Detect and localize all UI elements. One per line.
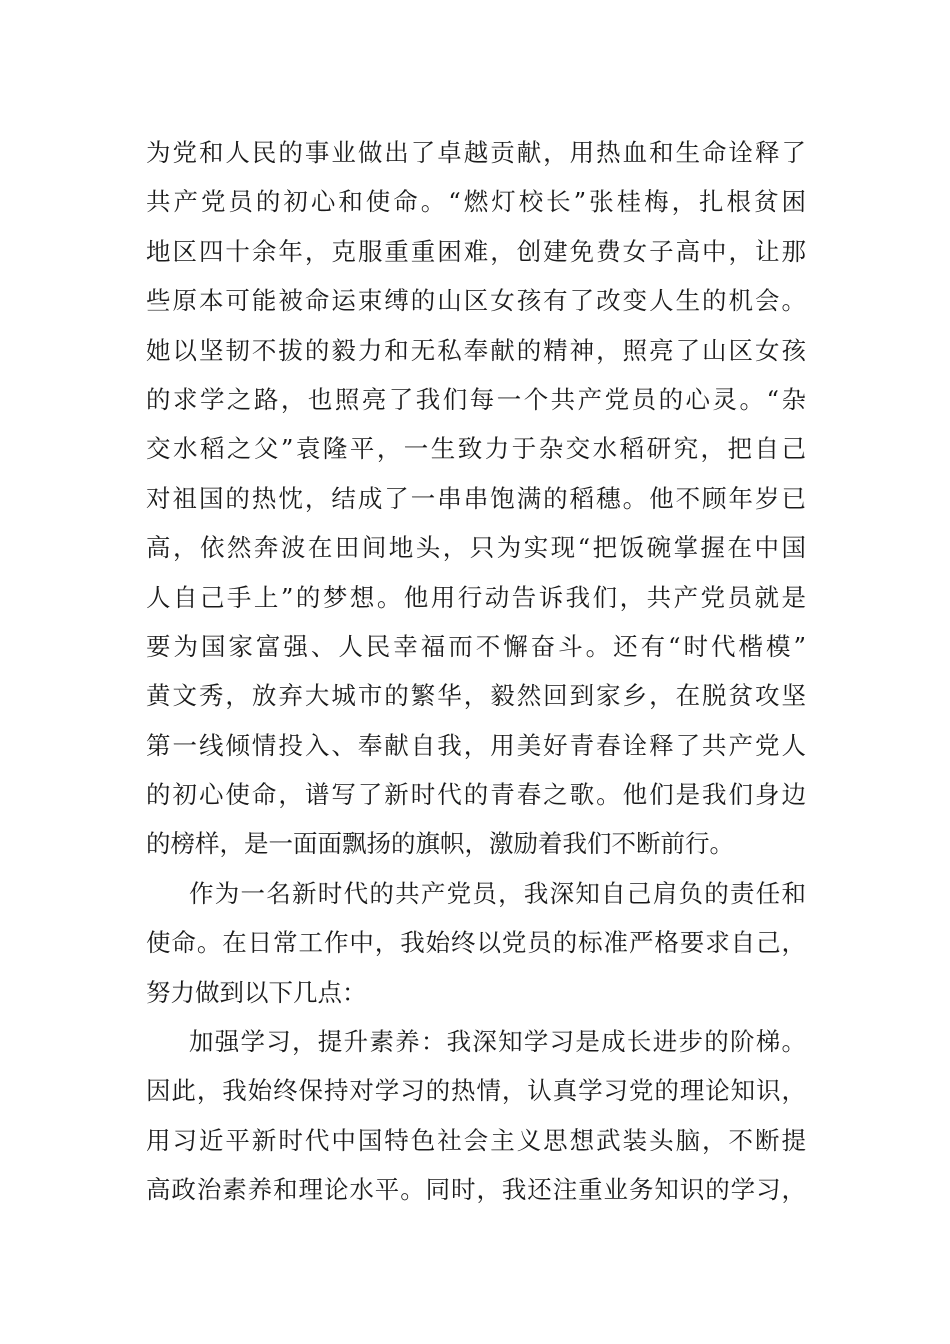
body-text [146,128,806,1215]
text-line: 的榜样，是一面面飘扬的旗帜，激励着我们不断前行。 [146,829,734,859]
text-line: 黄文秀，放弃大城市的繁华，毅然回到家乡，在脱贫攻坚 [146,681,806,711]
text-line: 努力做到以下几点： [146,977,367,1007]
text-line: 高政治素养和理论水平。同时，我还注重业务知识的学习， [146,1175,806,1205]
text-line: 因此，我始终保持对学习的热情，认真学习党的理论知识， [146,1076,806,1106]
text-line: 为党和人民的事业做出了卓越贡献，用热血和生命诠释了 [146,138,806,167]
text-line: 交水稻之父”袁隆平，一生致力于杂交水稻研究，把自己 [146,434,806,464]
text-line: 使命。在日常工作中，我始终以党员的标准严格要求自己， [146,928,806,958]
text-line: 用习近平新时代中国特色社会主义思想武装头脑，不断提 [146,1125,806,1155]
paragraph-start-line: 加强学习，提升素养：我深知学习是成长进步的阶梯。 [189,1027,806,1057]
text-line: 地区四十余年，克服重重困难，创建免费女子高中，让那 [146,236,806,266]
text-line: 她以坚韧不拔的毅力和无私奉献的精神，照亮了山区女孩 [146,335,806,365]
text-line: 些原本可能被命运束缚的山区女孩有了改变人生的机会。 [146,286,806,316]
text-line: 第一线倾情投入、奉献自我，用美好青春诠释了共产党人 [146,730,806,760]
text-line: 人自己手上”的梦想。他用行动告诉我们，共产党员就是 [146,582,806,612]
paragraph-start-line: 作为一名新时代的共产党员，我深知自己肩负的责任和 [189,878,806,908]
text-line: 共产党员的初心和使命。“燃灯校长”张桂梅，扎根贫困 [146,187,806,217]
text-line: 高，依然奔波在田间地头，只为实现“把饭碗掌握在中国 [146,533,806,563]
text-line: 要为国家富强、人民幸福而不懈奋斗。还有“时代楷模” [146,631,806,661]
text-line: 对祖国的热忱，结成了一串串饱满的稻穗。他不顾年岁已 [146,483,806,513]
text-line: 的初心使命，谱写了新时代的青春之歌。他们是我们身边 [146,780,806,810]
text-line: 的求学之路，也照亮了我们每一个共产党员的心灵。“杂 [146,384,806,414]
